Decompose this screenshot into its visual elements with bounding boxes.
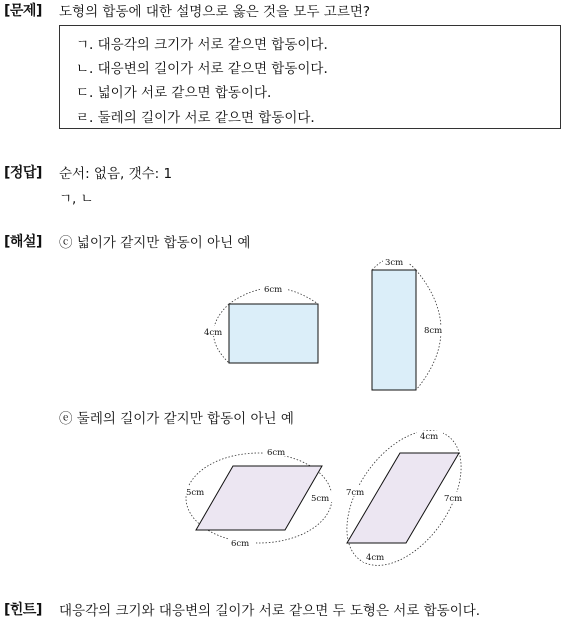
- explanation-tag: [해설]: [4, 234, 42, 250]
- rectangle-a-figure: [203, 283, 318, 363]
- question-text: 도형의 합동에 대한 설명으로 옳은 것을 모두 고르면?: [59, 4, 371, 20]
- answer-tag: [정답]: [4, 165, 42, 181]
- choice-item: ㄴ. 대응변의 길이가 서로 같으면 합동이다.: [76, 61, 328, 77]
- rectangle-b-right-label: 8cm: [424, 326, 443, 336]
- problem-tag: [문제]: [4, 3, 42, 19]
- rectangle-b: [372, 270, 416, 390]
- parallelogram-a-right-label: 5cm: [311, 494, 330, 504]
- parallelogram-a: [196, 466, 322, 530]
- parallelogram-a-top-label: 6cm: [267, 448, 286, 458]
- rectangle-a-top-label: 6cm: [264, 285, 283, 295]
- hint-tag: [힌트]: [4, 602, 42, 618]
- rectangle-b-top-label: 3cm: [385, 258, 404, 268]
- choice-item: ㄱ. 대응각의 크기가 서로 같으면 합동이다.: [76, 37, 328, 53]
- parallelogram-a-figure: [184, 446, 333, 549]
- choice-item: ㄷ. 넓이가 서로 같으면 합동이다.: [76, 85, 272, 101]
- parallelogram-b-bottom-label: 4cm: [366, 553, 385, 563]
- rectangle-b-figure: [372, 257, 445, 390]
- answer-meta: 순서: 없음, 갯수: 1: [59, 166, 173, 182]
- parallelogram-b-figure: [324, 410, 485, 586]
- parallelogram-b-right-label: 7cm: [444, 494, 463, 504]
- parallelogram-b-left-label: 7cm: [346, 488, 365, 498]
- answer-value: ㄱ, ㄴ: [59, 191, 94, 207]
- explanation-item-2: ⓔ 둘레의 길이가 같지만 합동이 아닌 예: [59, 411, 294, 427]
- rectangle-a: [229, 304, 318, 363]
- rectangle-a-left-label: 4cm: [204, 328, 223, 338]
- hint-text: 대응각의 크기와 대응변의 길이가 서로 같으면 두 도형은 서로 합동이다.: [59, 603, 481, 619]
- parallelogram-b-top-label: 4cm: [420, 432, 439, 442]
- choice-item: ㄹ. 둘레의 길이가 서로 같으면 합동이다.: [76, 110, 315, 126]
- parallelogram-a-bottom-label: 6cm: [231, 539, 250, 549]
- explanation-item-1: ⓒ 넓이가 같지만 합동이 아닌 예: [59, 235, 251, 251]
- parallelogram-a-left-label: 5cm: [186, 488, 205, 498]
